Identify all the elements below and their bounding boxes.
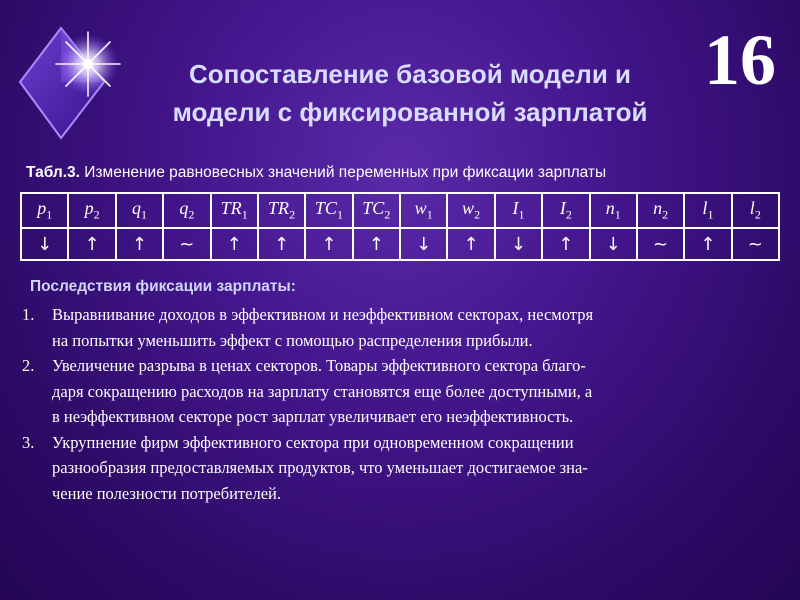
caption-label: Табл.3. (26, 164, 80, 181)
list-item-number: 2. (22, 356, 35, 375)
change-cell: ~ (732, 228, 779, 260)
change-cell: ↓ (21, 228, 68, 260)
list-item-number: 3. (22, 432, 35, 452)
list-item-line: Выравнивание доходов в эффективном и неэффективном секторах, несмотря (52, 305, 594, 324)
change-cell: ↑ (116, 228, 163, 260)
variable-index: 2 (188, 207, 195, 222)
list-item-line: разнообразия предоставляемых продуктов, что уменьшает достигаемое зна- (52, 458, 588, 477)
change-cell: ↑ (542, 228, 589, 260)
variable-symbol: TR (220, 198, 242, 219)
slide-number: 16 (704, 20, 776, 100)
list-item-line: в неэффективном секторе рост зарплат увеличивает его неэффективность. (52, 407, 574, 426)
table-header-cell (353, 193, 400, 228)
variable-index: 2 (93, 207, 100, 222)
table-header-cell (732, 193, 779, 228)
table-header-cell (21, 193, 68, 228)
list-item-line: даря сокращению расходов на зарплату становятся еще более доступными, а (52, 381, 593, 401)
title-line: Сопоставление базовой модели и (188, 59, 632, 89)
variable-symbol: l (702, 198, 708, 219)
table-header-cell (305, 193, 352, 228)
list-item-text (52, 302, 792, 353)
list-item-text (52, 430, 792, 507)
list-item-number: 1. (22, 305, 35, 324)
list-item-line: Укрупнение фирм эффективного сектора при одновременном сокращении (52, 432, 574, 452)
table-header-cell (211, 193, 258, 228)
title-line: модели с фиксированной зарплатой (172, 97, 648, 127)
variable-index: 1 (426, 207, 433, 222)
change-cell: ~ (163, 228, 210, 260)
change-cell: ↓ (495, 228, 542, 260)
variable-symbol: p (84, 198, 94, 219)
consequences-heading: Последствия фиксации зарплаты: (30, 278, 296, 295)
table-header-cell (400, 193, 447, 228)
variable-symbol: q (179, 198, 189, 219)
table-header-cell (163, 193, 210, 228)
slide-title (90, 55, 730, 131)
table-header-cell (684, 193, 731, 228)
variable-symbol: l (749, 198, 755, 219)
table-header-cell (447, 193, 494, 228)
table-change-row (21, 228, 779, 260)
table-header-row (21, 193, 779, 228)
change-cell: ~ (637, 228, 684, 260)
change-cell: ↑ (447, 228, 494, 260)
change-cell: ↑ (211, 228, 258, 260)
variable-symbol: I (559, 198, 566, 219)
list-item (22, 430, 792, 507)
change-cell: ↑ (353, 228, 400, 260)
variable-index: 2 (662, 207, 669, 222)
variable-index: 1 (140, 207, 147, 222)
list-item-text (52, 353, 792, 430)
consequences-list (22, 302, 792, 506)
variable-symbol: TC (314, 198, 337, 219)
variable-index: 2 (754, 207, 761, 222)
variable-symbol: w (414, 198, 427, 219)
variable-symbol: p (37, 198, 47, 219)
change-cell: ↓ (590, 228, 637, 260)
variable-symbol: n (653, 198, 663, 219)
variable-index: 1 (336, 207, 343, 222)
table-header-cell (637, 193, 684, 228)
table-header-cell (542, 193, 589, 228)
list-item-line: чение полезности потребителей. (52, 483, 281, 503)
variable-symbol: TR (268, 198, 290, 219)
list-item-line: Увеличение разрыва в ценах секторов. Товары эффективного сектора благо- (52, 356, 586, 375)
variable-index: 2 (384, 207, 391, 222)
list-item-line: на попытки уменьшить эффект с помощью распределения прибыли. (52, 330, 533, 350)
change-cell: ↑ (258, 228, 305, 260)
table-header-cell (68, 193, 115, 228)
list-item (22, 353, 792, 430)
variable-symbol: I (512, 198, 519, 219)
variable-index: 1 (46, 207, 53, 222)
variable-symbol: n (605, 198, 615, 219)
variable-symbol: TC (362, 198, 385, 219)
table-caption (26, 164, 786, 182)
change-cell: ↓ (400, 228, 447, 260)
table-header-cell (590, 193, 637, 228)
variable-symbol: w (462, 198, 475, 219)
change-cell: ↑ (305, 228, 352, 260)
variables-table (20, 192, 780, 261)
variable-index: 1 (241, 207, 248, 222)
consequences-section (22, 276, 792, 506)
caption-text: Изменение равновесных значений переменных при фиксации зарплаты (79, 164, 607, 181)
change-cell: ↑ (684, 228, 731, 260)
variable-index: 1 (614, 207, 621, 222)
list-item (22, 302, 792, 353)
table-header-cell (258, 193, 305, 228)
variable-index: 2 (289, 207, 296, 222)
variable-symbol: q (131, 198, 141, 219)
variable-index: 2 (474, 207, 481, 222)
variable-index: 2 (565, 207, 572, 222)
variable-index: 1 (707, 207, 714, 222)
table-header-cell (116, 193, 163, 228)
variable-index: 1 (518, 207, 525, 222)
table-header-cell (495, 193, 542, 228)
change-cell: ↑ (68, 228, 115, 260)
